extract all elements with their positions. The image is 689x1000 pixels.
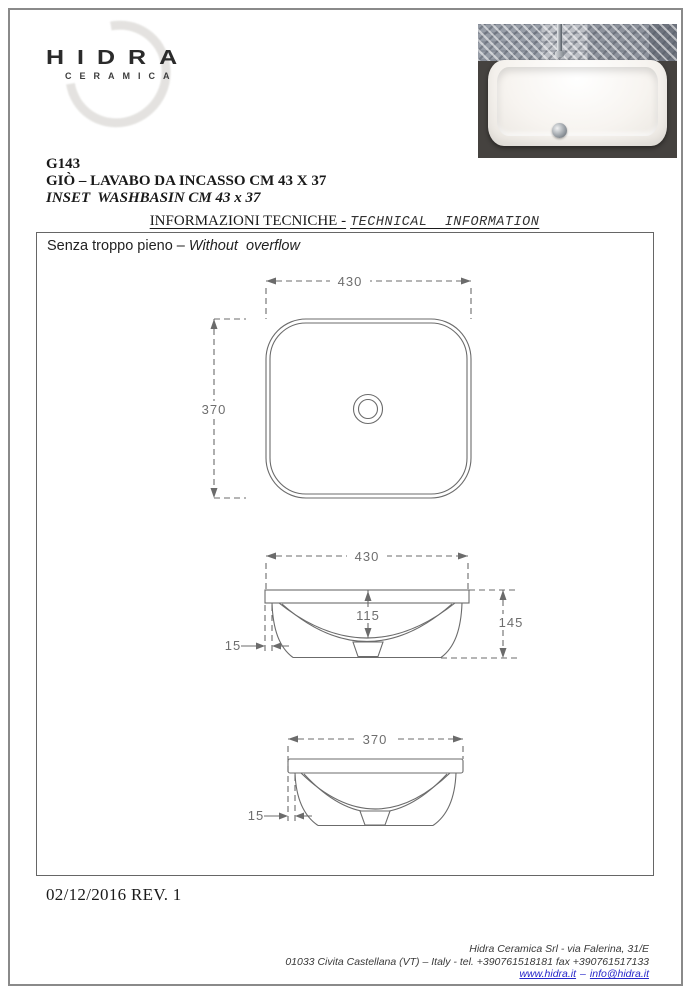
dim-side-rim: 15 [247,808,265,823]
technical-drawing-box [36,232,654,876]
dim-front-width: 430 [354,549,380,564]
product-photo [478,24,677,158]
drawing-side-view [248,731,463,826]
footer-address-line1: Hidra Ceramica Srl - via Falerina, 31/E [469,943,649,955]
note-it: Senza troppo pieno – [47,238,185,254]
section-title-en: TECHNICAL INFORMATION [350,215,540,230]
section-header [0,213,689,230]
dim-top-depth: 370 [201,402,227,417]
product-name-it: GIÒ – LAVABO DA INCASSO CM 43 X 37 [46,173,327,189]
email-link[interactable]: info@hidra.it [589,968,649,980]
product-code: G143 [46,156,81,172]
footer-link-separator: – [580,968,586,980]
product-name-en: INSET WASHBASIN CM 43 x 37 [46,190,261,206]
technical-drawing-svg [37,233,653,873]
note-en: Without overflow [188,238,300,254]
dim-front-basin-depth: 115 [356,608,380,623]
revision-date: 02/12/2016 REV. 1 [46,885,182,904]
dim-side-depth: 370 [362,732,388,747]
photo-tile-wall [478,24,677,61]
website-link[interactable]: www.hidra.it [519,968,577,980]
dim-top-width: 430 [337,274,363,289]
photo-drain [552,123,567,138]
photo-faucet-spout [555,51,564,57]
photo-washbasin [488,60,667,146]
footer-address-line2: 01033 Civita Castellana (VT) – Italy - tel. +390761518181 fax +390761517133 [285,955,649,968]
footer-links [285,968,649,981]
footer [285,943,649,981]
brand-logo [46,46,226,106]
drawing-front-view [225,548,530,658]
drawing-top-view [194,273,471,498]
brand-name: HIDRA [46,46,191,69]
product-info [46,156,326,207]
dim-front-rim: 15 [224,638,242,653]
dim-front-height: 145 [498,615,524,630]
section-title-it: INFORMAZIONI TECNICHE - [149,213,347,229]
brand-subtitle: CERAMICA [65,71,178,81]
